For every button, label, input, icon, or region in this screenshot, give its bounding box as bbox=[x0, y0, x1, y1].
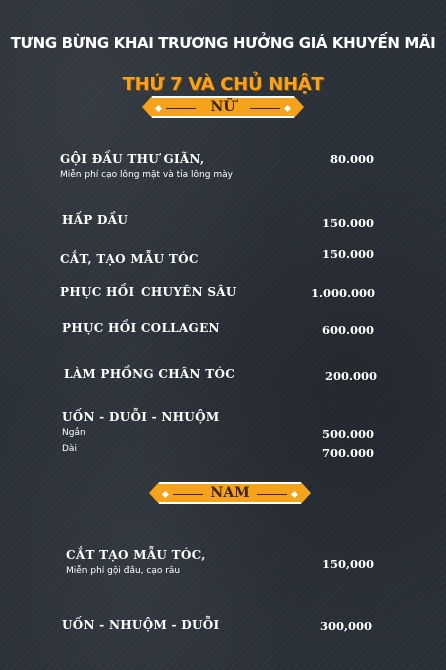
service-name: LÀM PHỒNG CHÂN TÓC bbox=[64, 367, 236, 381]
section-banner-male bbox=[159, 482, 301, 504]
service-note: Miễn phí cạo lông mặt và tỉa lông mày bbox=[60, 170, 233, 180]
promo-days: THỨ 7 VÀ CHỦ NHẬT bbox=[122, 74, 324, 95]
section-banner-female bbox=[152, 96, 294, 118]
service-note: Miễn phí gội đầu, cạo râu bbox=[66, 566, 181, 576]
service-price: 600.000 bbox=[322, 323, 375, 337]
service-name: HẤP DẦU bbox=[62, 213, 129, 227]
service-name: PHỤC HỒI bbox=[60, 285, 135, 299]
service-price: 500.000 bbox=[322, 427, 375, 441]
service-name: UỐN - NHUỘM - DUỖI bbox=[62, 618, 220, 632]
service-name: PHỤC HỒI COLLAGEN bbox=[62, 321, 220, 335]
service-name: GỘI ĐẦU THƯ GIÃN, bbox=[60, 152, 205, 166]
service-price: 300,000 bbox=[320, 619, 373, 633]
service-name-part: CHUYÊN SÂU bbox=[141, 285, 237, 299]
promo-headline: TƯNG BỪNG KHAI TRƯƠNG HƯỞNG GIÁ KHUYẾN MÃI bbox=[10, 34, 436, 52]
service-name: CẮT TẠO MẪU TÓC, bbox=[66, 548, 206, 562]
service-price: 80.000 bbox=[330, 152, 375, 166]
service-name: UỐN - DUỖI - NHUỘM bbox=[62, 410, 220, 424]
service-variant: Ngắn bbox=[62, 428, 86, 438]
service-price: 700.000 bbox=[322, 446, 375, 460]
service-price: 150,000 bbox=[322, 557, 375, 571]
service-name: CẮT, TẠO MẪU TÓC bbox=[60, 252, 199, 266]
service-variant: Dài bbox=[62, 444, 77, 454]
service-price: 200.000 bbox=[325, 369, 378, 383]
section-title-male: NAM bbox=[210, 485, 250, 501]
service-price: 150.000 bbox=[322, 247, 375, 261]
section-title-female: NỮ bbox=[210, 99, 236, 115]
service-price: 150.000 bbox=[322, 216, 375, 230]
service-price: 1.000.000 bbox=[311, 286, 376, 300]
